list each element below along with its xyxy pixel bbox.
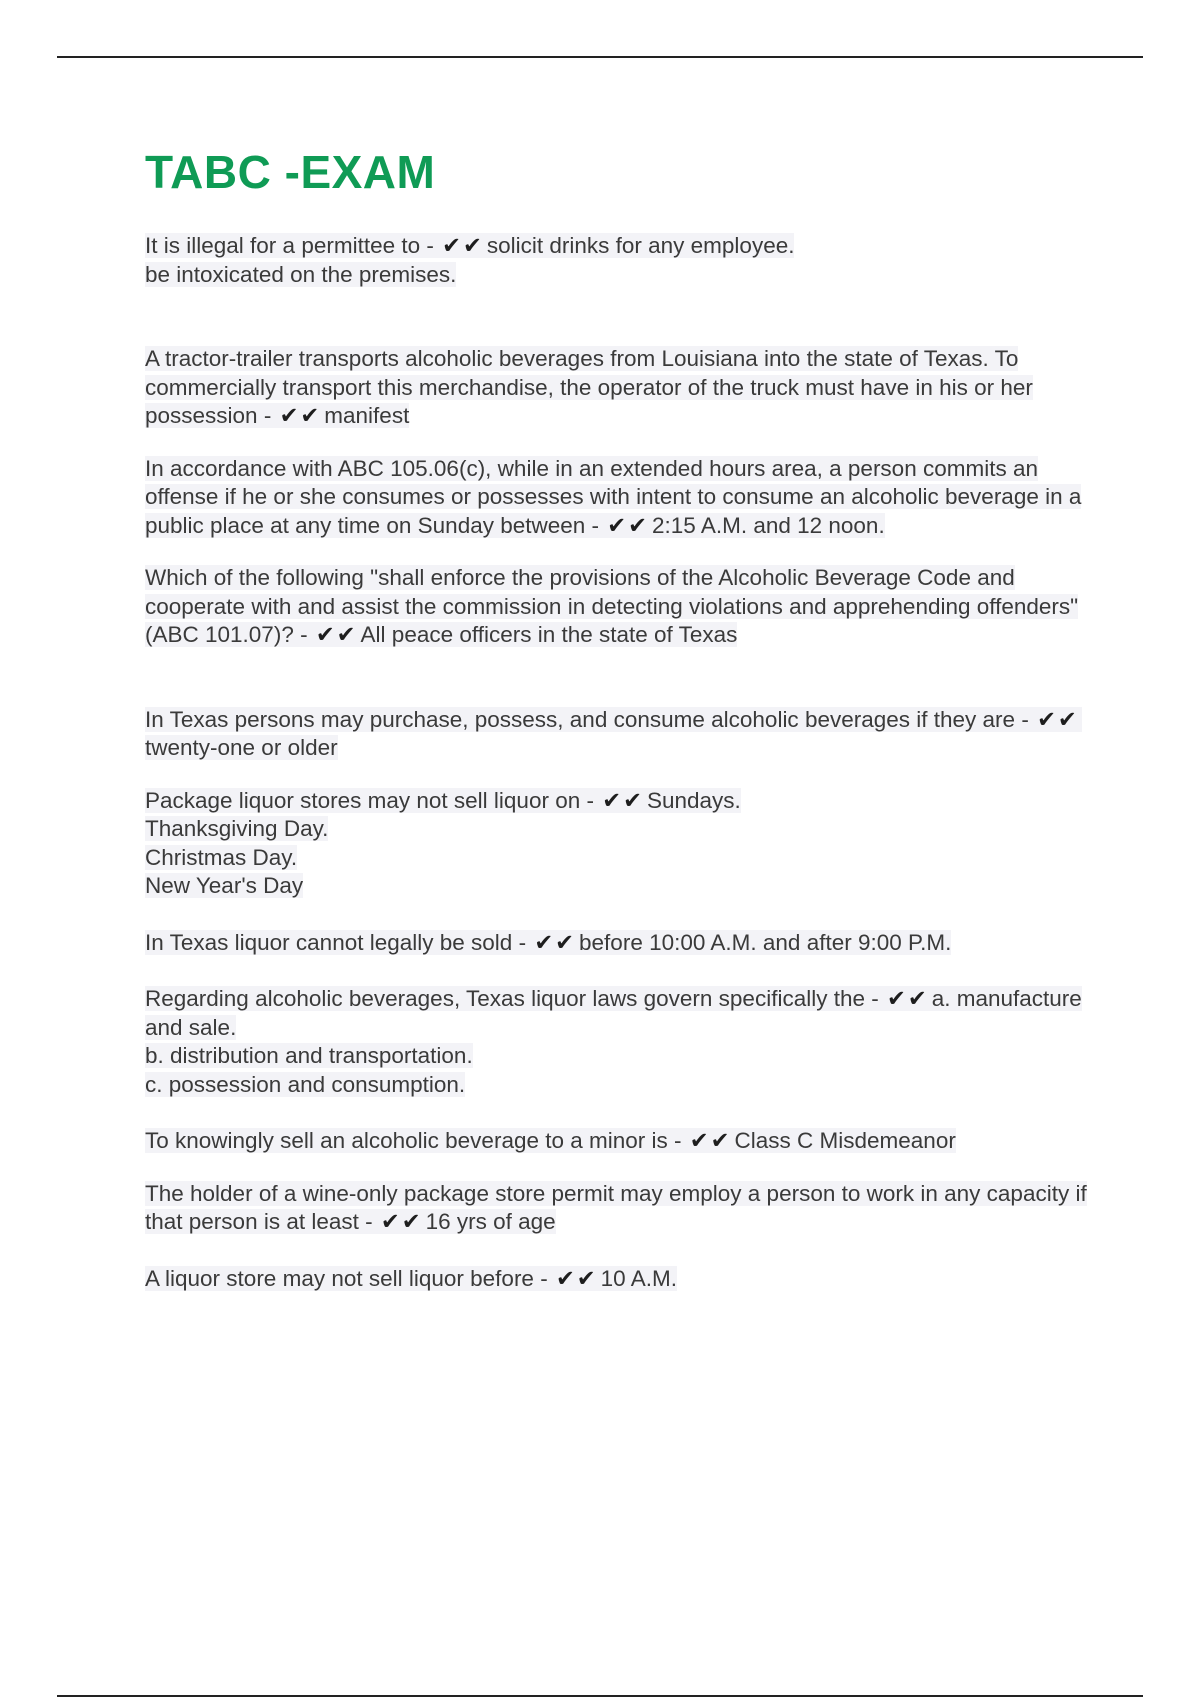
qa-item bbox=[145, 985, 1095, 1099]
top-rule bbox=[57, 56, 1143, 58]
answer-text: 2:15 A.M. and 12 noon. bbox=[652, 512, 885, 538]
answer-text: Class C Misdemeanor bbox=[734, 1128, 956, 1153]
qa-item bbox=[145, 345, 1095, 431]
answer-text: solicit drinks for any employee. bbox=[486, 233, 795, 258]
question-text: The holder of a wine-only package store permit may employ a person to work in any capacity if that person is at least - bbox=[145, 1180, 1087, 1234]
double-checkmark-icon: ✔✔ bbox=[689, 1128, 732, 1153]
qa-item bbox=[145, 706, 1095, 763]
question-text: In Texas liquor cannot legally be sold - bbox=[145, 929, 533, 955]
double-checkmark-icon: ✔✔ bbox=[279, 403, 322, 428]
bottom-rule bbox=[57, 1695, 1143, 1697]
answer-extra-line: c. possession and consumption. bbox=[145, 1071, 466, 1097]
double-checkmark-icon: ✔✔ bbox=[380, 1209, 423, 1234]
answer-text: a. manufacture and sale. bbox=[145, 986, 1082, 1040]
qa-item bbox=[145, 455, 1095, 541]
answer-text: 10 A.M. bbox=[600, 1265, 677, 1291]
double-checkmark-icon: ✔✔ bbox=[442, 233, 484, 258]
qa-item bbox=[145, 1265, 1095, 1294]
answer-extra-line: New Year's Day bbox=[145, 873, 304, 898]
double-checkmark-icon: ✔✔ bbox=[315, 622, 358, 647]
page-title: TABC -EXAM bbox=[145, 146, 436, 198]
answer-extra-line: Christmas Day. bbox=[145, 844, 298, 870]
double-checkmark-icon: ✔✔ bbox=[534, 929, 577, 955]
answer-extra-line: be intoxicated on the premises. bbox=[145, 261, 457, 287]
question-text: It is illegal for a permittee to - bbox=[145, 233, 441, 258]
question-text: A liquor store may not sell liquor before - bbox=[145, 1265, 554, 1291]
answer-text: 16 yrs of age bbox=[425, 1209, 556, 1234]
double-checkmark-icon: ✔✔ bbox=[602, 787, 644, 813]
question-text: A tractor-trailer transports alcoholic beverages from Louisiana into the state of Texas. To commercially transport this merchandise, the operator of the truck must have in his or her possession - bbox=[145, 346, 1033, 428]
qa-item bbox=[145, 787, 1095, 901]
double-checkmark-icon: ✔✔ bbox=[607, 512, 650, 538]
double-checkmark-icon: ✔✔ bbox=[886, 986, 929, 1011]
question-text: To knowingly sell an alcoholic beverage to a minor is - bbox=[145, 1128, 688, 1153]
double-checkmark-icon: ✔✔ bbox=[1037, 706, 1079, 732]
question-text: Regarding alcoholic beverages, Texas liquor laws govern specifically the - bbox=[145, 986, 885, 1011]
question-text: Which of the following "shall enforce the provisions of the Alcoholic Beverage Code and cooperate with and assist the commission in detecting violations and apprehending offenders" (ABC 101.07)? - bbox=[145, 565, 1079, 647]
question-text: In accordance with ABC 105.06(c), while in an extended hours area, a person commits an offense if he or she consumes or possesses with intent to consume an alcoholic beverage in a public place at any time on Sunday between - bbox=[145, 455, 1082, 538]
question-text: Package liquor stores may not sell liquor on - bbox=[145, 787, 601, 813]
document-body bbox=[145, 142, 1095, 1293]
answer-text: twenty-one or older bbox=[145, 735, 338, 760]
answer-text: Sundays. bbox=[646, 787, 741, 813]
answer-text: All peace officers in the state of Texas bbox=[360, 622, 738, 647]
qa-item bbox=[145, 232, 1095, 289]
qa-item bbox=[145, 1180, 1095, 1237]
qa-item bbox=[145, 1127, 1095, 1156]
answer-text: before 10:00 A.M. and after 9:00 P.M. bbox=[579, 929, 952, 955]
answer-extra-line: b. distribution and transportation. bbox=[145, 1043, 473, 1068]
qa-item bbox=[145, 564, 1095, 650]
answer-text: manifest bbox=[324, 403, 410, 428]
double-checkmark-icon: ✔✔ bbox=[555, 1265, 598, 1291]
answer-extra-line: Thanksgiving Day. bbox=[145, 816, 329, 841]
question-text: In Texas persons may purchase, possess, and consume alcoholic beverages if they are - bbox=[145, 706, 1036, 732]
qa-item bbox=[145, 929, 1095, 958]
